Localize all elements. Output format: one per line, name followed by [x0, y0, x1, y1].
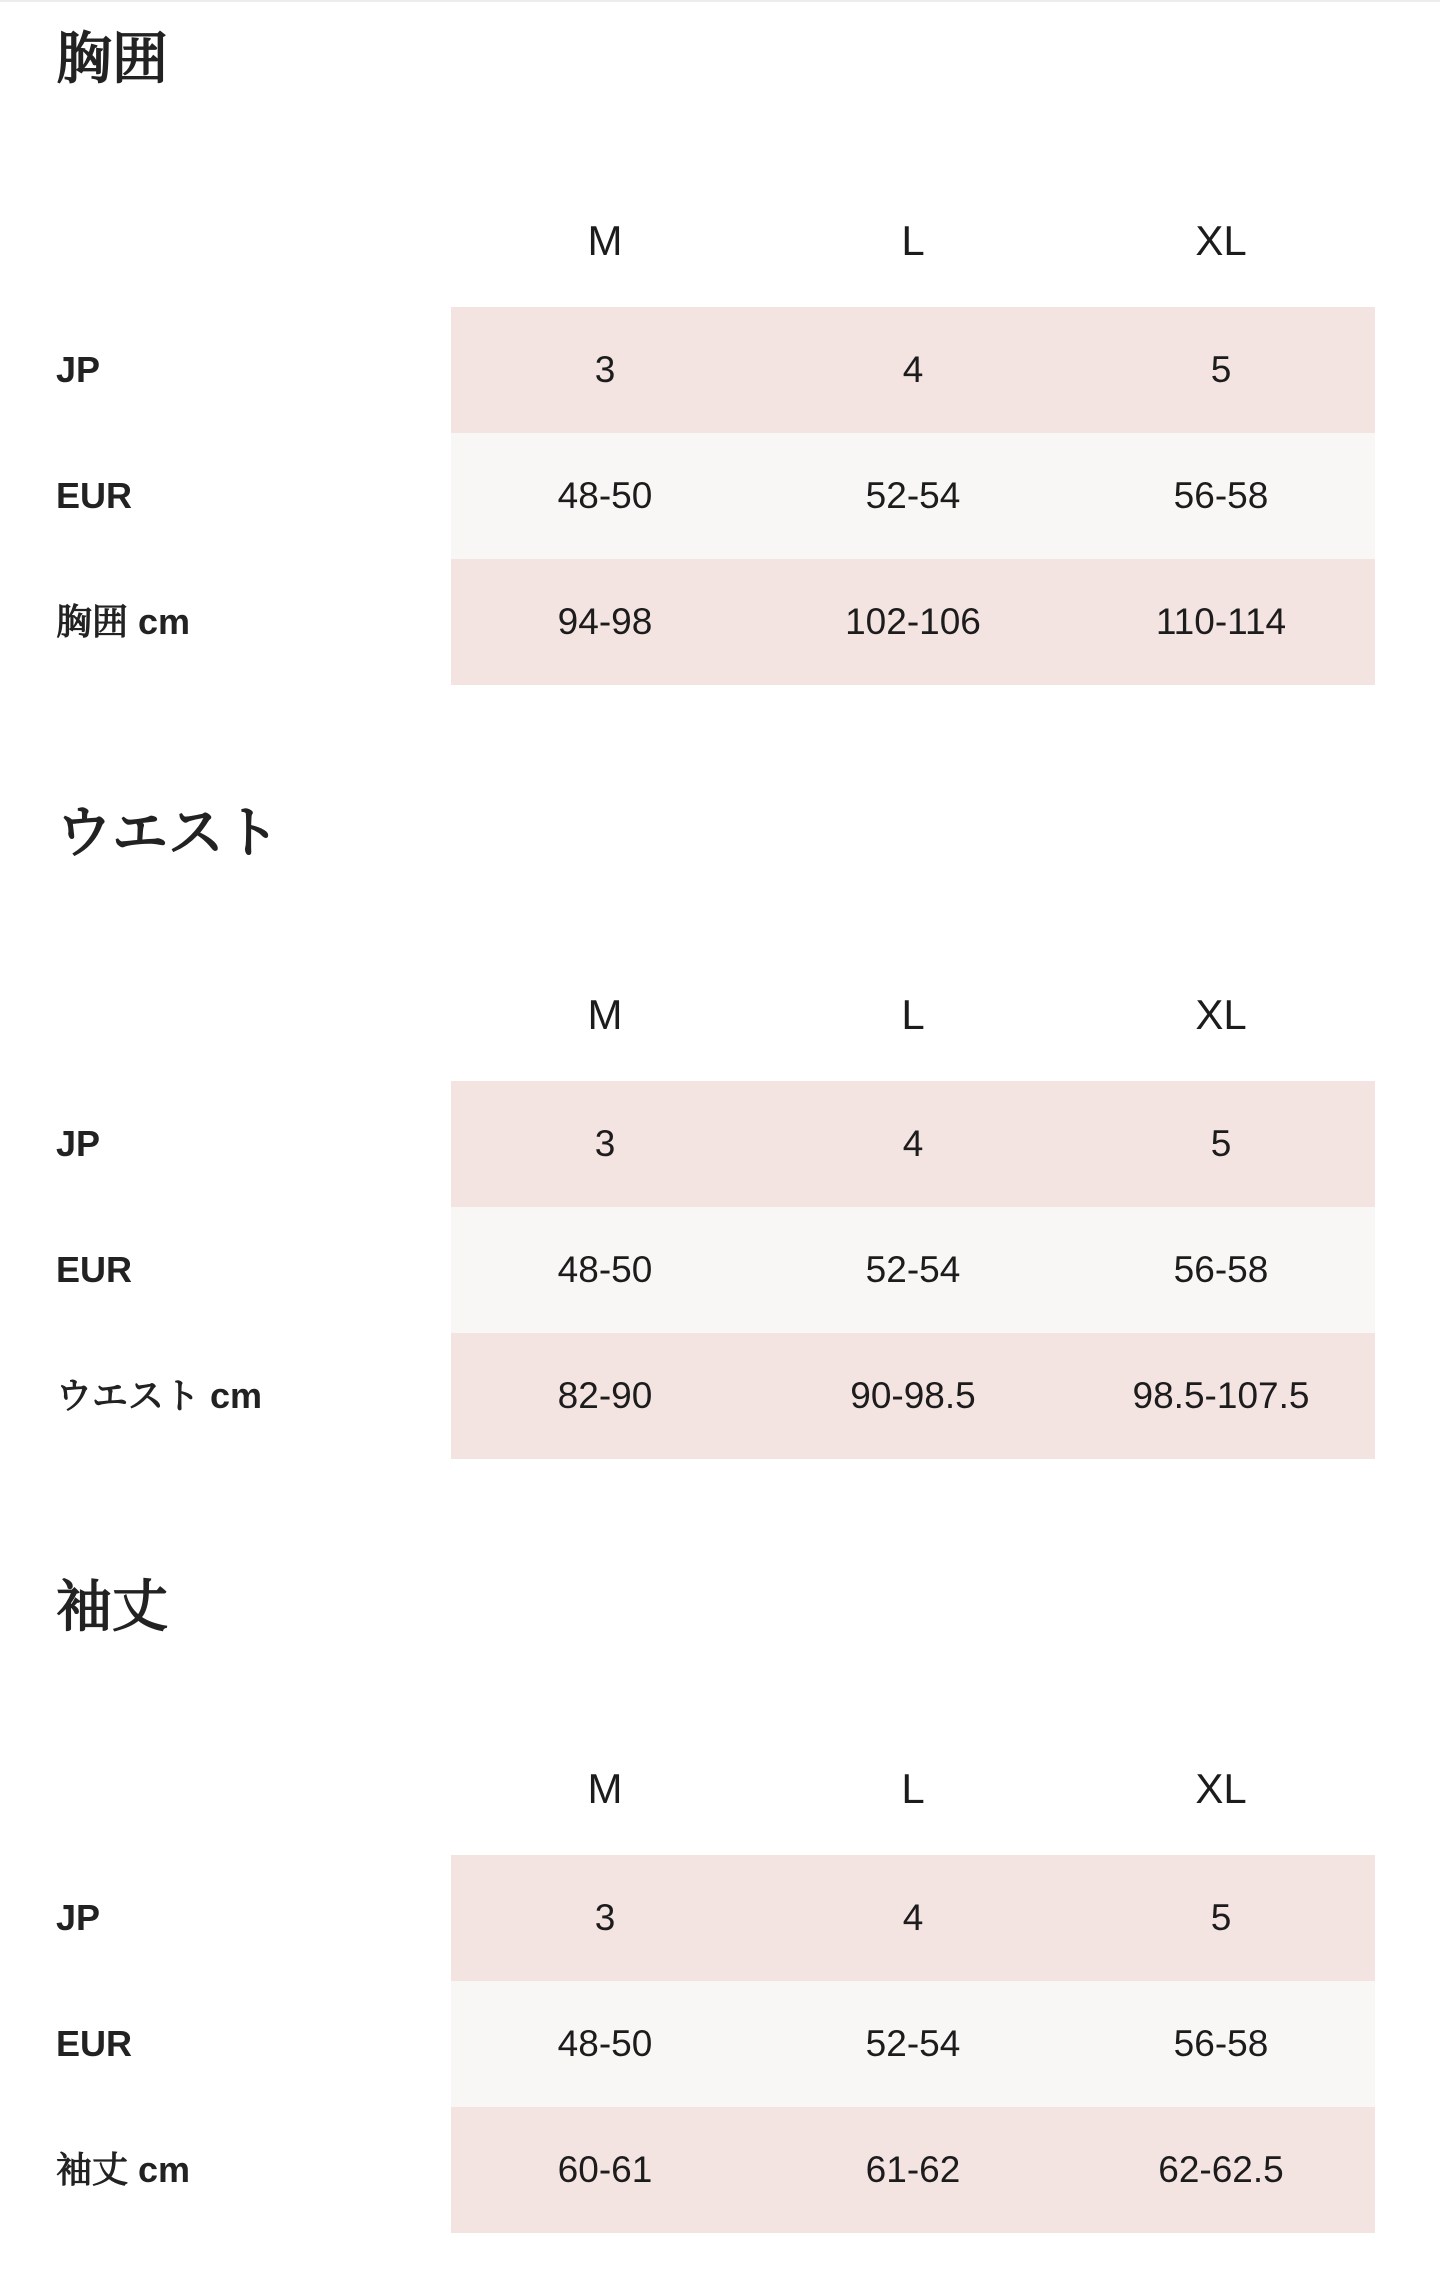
row-cells	[451, 2107, 1375, 2233]
table-cell: 60-61	[557, 2149, 653, 2190]
table-row	[0, 307, 1440, 433]
size-table-body	[0, 307, 1440, 685]
row-cells	[451, 1081, 1375, 1207]
section-title: ウエスト	[56, 801, 280, 866]
table-cell: 52-54	[865, 475, 961, 516]
size-column-header: L	[901, 217, 925, 264]
table-cell: 5	[1210, 349, 1232, 390]
row-label: 胸囲 cm	[56, 601, 191, 642]
table-cell: 56-58	[1173, 475, 1269, 516]
row-label: JP	[56, 1897, 101, 1938]
table-row	[0, 1333, 1440, 1459]
size-column-header: M	[587, 217, 623, 264]
table-cell: 94-98	[557, 601, 653, 642]
row-cells	[451, 1981, 1375, 2107]
table-cell: 110-114	[1155, 601, 1287, 642]
row-label: ウエスト cm	[56, 1375, 263, 1416]
section-title: 袖丈	[56, 1575, 168, 1640]
table-cell: 3	[594, 1123, 616, 1164]
row-label: EUR	[56, 475, 133, 516]
table-row	[0, 1081, 1440, 1207]
size-column-header: XL	[1195, 1765, 1247, 1812]
table-cell: 4	[902, 349, 924, 390]
table-row	[0, 559, 1440, 685]
table-cell: 98.5-107.5	[1132, 1375, 1310, 1416]
table-row	[0, 1855, 1440, 1981]
table-cell: 48-50	[557, 2023, 653, 2064]
size-header-row	[0, 1754, 1440, 1824]
table-cell: 52-54	[865, 1249, 961, 1290]
table-cell: 56-58	[1173, 2023, 1269, 2064]
top-divider	[0, 0, 1440, 2]
size-table-body	[0, 1081, 1440, 1459]
table-row	[0, 1981, 1440, 2107]
table-cell: 3	[594, 349, 616, 390]
table-cell: 3	[594, 1897, 616, 1938]
row-label: EUR	[56, 1249, 133, 1290]
size-table-body	[0, 1855, 1440, 2233]
table-cell: 48-50	[557, 475, 653, 516]
table-cell: 5	[1210, 1897, 1232, 1938]
table-row	[0, 2107, 1440, 2233]
size-column-header: L	[901, 991, 925, 1038]
row-cells	[451, 1333, 1375, 1459]
table-cell: 82-90	[557, 1375, 653, 1416]
row-cells	[451, 1207, 1375, 1333]
row-label: EUR	[56, 2023, 133, 2064]
size-column-header: XL	[1195, 991, 1247, 1038]
row-cells	[451, 1855, 1375, 1981]
size-column-header: M	[587, 1765, 623, 1812]
table-cell: 4	[902, 1897, 924, 1938]
table-row	[0, 1207, 1440, 1333]
table-cell: 102-106	[845, 601, 981, 642]
table-cell: 56-58	[1173, 1249, 1269, 1290]
row-label: JP	[56, 349, 101, 390]
table-cell: 90-98.5	[850, 1375, 976, 1416]
row-cells	[451, 433, 1375, 559]
size-header-row	[0, 980, 1440, 1050]
table-cell: 48-50	[557, 1249, 653, 1290]
table-cell: 52-54	[865, 2023, 961, 2064]
table-cell: 62-62.5	[1158, 2149, 1284, 2190]
size-column-header: XL	[1195, 217, 1247, 264]
table-cell: 61-62	[865, 2149, 961, 2190]
row-cells	[451, 307, 1375, 433]
size-header-row	[0, 206, 1440, 276]
size-column-header: M	[587, 991, 623, 1038]
row-label: JP	[56, 1123, 101, 1164]
section-title: 胸囲	[56, 27, 168, 92]
row-cells	[451, 559, 1375, 685]
row-label: 袖丈 cm	[56, 2149, 191, 2190]
table-row	[0, 433, 1440, 559]
table-cell: 5	[1210, 1123, 1232, 1164]
size-column-header: L	[901, 1765, 925, 1812]
table-cell: 4	[902, 1123, 924, 1164]
